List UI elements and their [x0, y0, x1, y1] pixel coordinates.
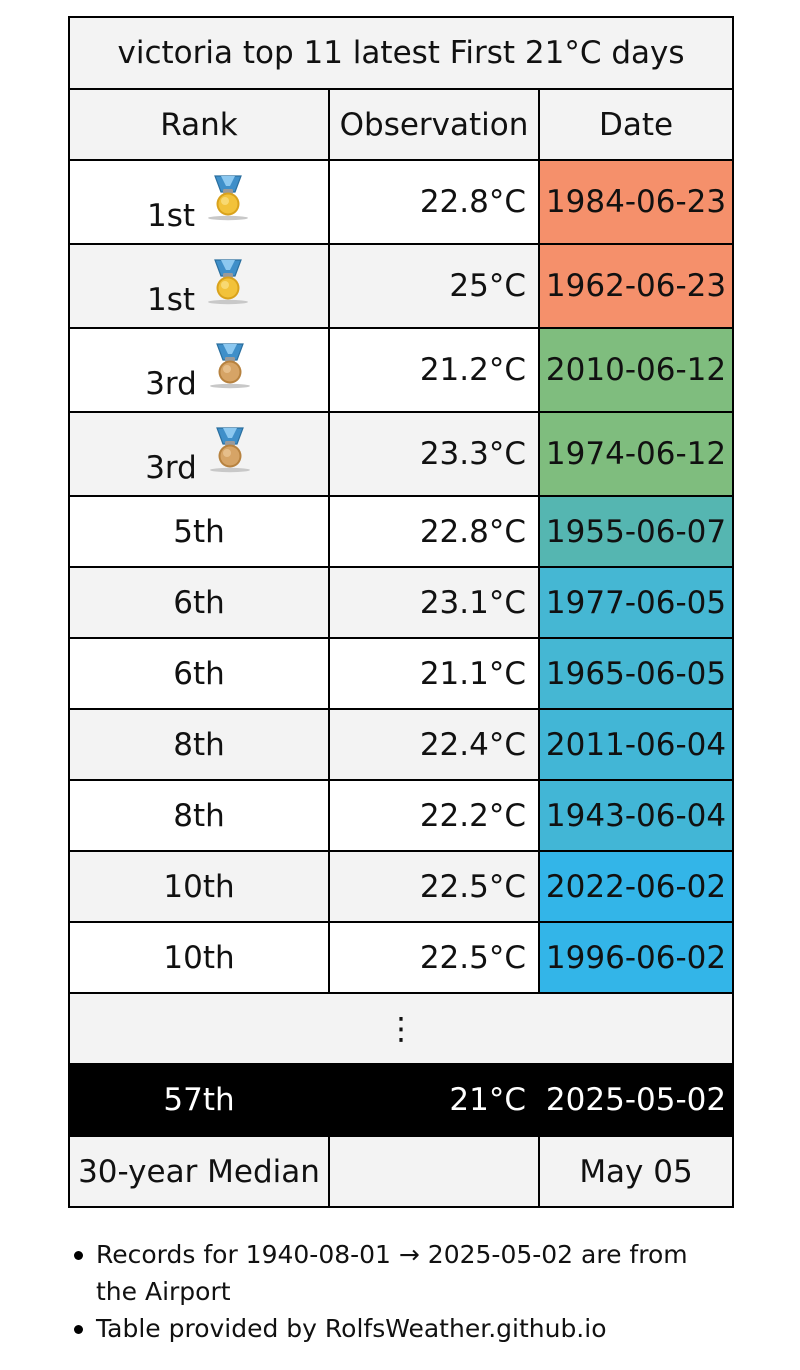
- ellipsis-row: [69, 993, 733, 1064]
- rank-label: 3rd: [145, 450, 197, 486]
- observation-cell: 22.4°C: [329, 709, 539, 780]
- date-cell: 1996-06-02: [539, 922, 733, 993]
- rank-cell: 10th: [69, 922, 329, 993]
- observation-cell: 22.5°C: [329, 922, 539, 993]
- median-label: 30-year Median: [69, 1136, 329, 1207]
- observation-cell: 22.5°C: [329, 851, 539, 922]
- footnotes: [68, 1236, 732, 1347]
- rank-label: 1st: [146, 198, 196, 234]
- date-cell: 1955-06-07: [539, 496, 733, 567]
- table-row: [69, 922, 733, 993]
- date-cell: 1943-06-04: [539, 780, 733, 851]
- table-row: [69, 851, 733, 922]
- rank-cell: [69, 160, 329, 244]
- gold-medal-icon: [205, 174, 251, 222]
- footnote-credit: Table provided by RolfsWeather.github.io: [96, 1310, 732, 1347]
- date-header: Date: [539, 89, 733, 160]
- current-year-row: [69, 1064, 733, 1136]
- observation-cell: 23.3°C: [329, 412, 539, 496]
- rank-cell: [69, 328, 329, 412]
- rank-label: 1st: [146, 282, 196, 318]
- observation-header: Observation: [329, 89, 539, 160]
- observation-cell: 21.1°C: [329, 638, 539, 709]
- date-cell: 1984-06-23: [539, 160, 733, 244]
- observation-cell: 21.2°C: [329, 328, 539, 412]
- table-row: [69, 496, 733, 567]
- rank-cell: 8th: [69, 709, 329, 780]
- rank-cell: [69, 412, 329, 496]
- table-row: [69, 780, 733, 851]
- observation-cell: 23.1°C: [329, 567, 539, 638]
- date-cell: 2010-06-12: [539, 328, 733, 412]
- current-date: 2025-05-02: [539, 1064, 733, 1136]
- observation-cell: 22.8°C: [329, 160, 539, 244]
- table-row: [69, 244, 733, 328]
- table-row: [69, 638, 733, 709]
- date-cell: 1977-06-05: [539, 567, 733, 638]
- median-row: [69, 1136, 733, 1207]
- date-cell: 1962-06-23: [539, 244, 733, 328]
- date-cell: 1974-06-12: [539, 412, 733, 496]
- rank-cell: 6th: [69, 567, 329, 638]
- bronze-medal-icon: [207, 342, 253, 390]
- table-row: [69, 412, 733, 496]
- table-header-row: [69, 89, 733, 160]
- ellipsis: ⋮: [69, 993, 733, 1064]
- date-cell: 2022-06-02: [539, 851, 733, 922]
- date-cell: 1965-06-05: [539, 638, 733, 709]
- observation-cell: 22.8°C: [329, 496, 539, 567]
- rank-cell: 10th: [69, 851, 329, 922]
- records-table: [68, 16, 734, 1208]
- observation-cell: 22.2°C: [329, 780, 539, 851]
- observation-cell: 25°C: [329, 244, 539, 328]
- median-date: May 05: [539, 1136, 733, 1207]
- bronze-medal-icon: [207, 426, 253, 474]
- table-row: [69, 567, 733, 638]
- current-observation: 21°C: [329, 1064, 539, 1136]
- rank-cell: 8th: [69, 780, 329, 851]
- table-title: victoria top 11 latest First 21°C days: [69, 17, 733, 89]
- date-cell: 2011-06-04: [539, 709, 733, 780]
- rank-header: Rank: [69, 89, 329, 160]
- table-title-row: [69, 17, 733, 89]
- median-observation: [329, 1136, 539, 1207]
- records-table-container: [68, 16, 732, 1347]
- table-row: [69, 160, 733, 244]
- rank-cell: [69, 244, 329, 328]
- table-row: [69, 328, 733, 412]
- rank-cell: 5th: [69, 496, 329, 567]
- gold-medal-icon: [205, 258, 251, 306]
- footnote-source: Records for 1940-08-01 → 2025-05-02 are from the Airport: [96, 1236, 732, 1310]
- rank-cell: 6th: [69, 638, 329, 709]
- rank-label: 3rd: [145, 366, 197, 402]
- table-row: [69, 709, 733, 780]
- current-rank: 57th: [69, 1064, 329, 1136]
